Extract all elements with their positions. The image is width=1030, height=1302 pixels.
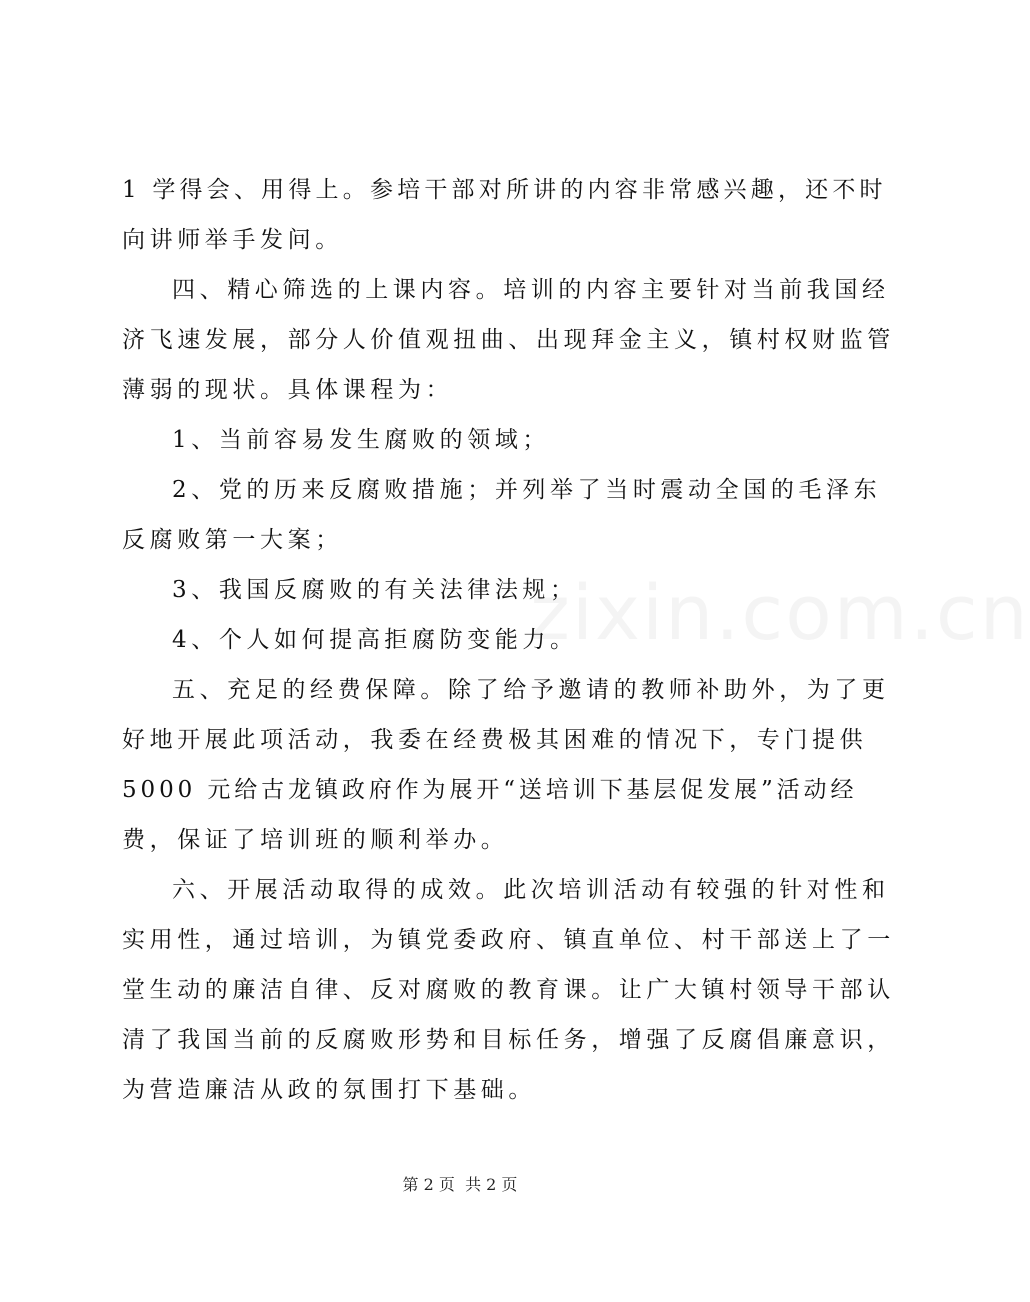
text-line: 六、开展活动取得的成效。此次培训活动有较强的针对性和 <box>172 877 890 903</box>
text-line: 反腐败第一大案； <box>122 527 343 553</box>
text-line: 1 学得会、用得上。参培干部对所讲的内容非常感兴趣，还不时 <box>122 177 887 203</box>
text-line: 四、精心筛选的上课内容。培训的内容主要针对当前我国经 <box>172 277 890 303</box>
text-line: 为营造廉洁从政的氛围打下基础。 <box>122 1077 536 1103</box>
page-footer: 第 2 页 共 2 页 <box>402 1175 518 1194</box>
watermark-text: zixin.com.cn <box>530 568 1030 657</box>
text-line: 1、当前容易发生腐败的领域； <box>172 427 551 453</box>
text-line: 实用性，通过培训，为镇党委政府、镇直单位、村干部送上了一 <box>122 927 895 953</box>
text-line: 五、充足的经费保障。除了给予邀请的教师补助外，为了更 <box>172 677 890 703</box>
text-line: 薄弱的现状。具体课程为： <box>122 377 454 403</box>
text-line: 堂生动的廉洁自律、反对腐败的教育课。让广大镇村领导干部认 <box>122 977 895 1003</box>
text-line: 5000 元给古龙镇政府作为展开“送培训下基层促发展”活动经 <box>122 777 858 803</box>
text-line: 2、党的历来反腐败措施；并列举了当时震动全国的毛泽东 <box>172 477 882 503</box>
text-line: 向讲师举手发问。 <box>122 227 343 253</box>
text-line: 济飞速发展，部分人价值观扭曲、出现拜金主义，镇村权财监管 <box>122 327 895 353</box>
text-line: 3、我国反腐败的有关法律法规； <box>172 577 578 603</box>
text-line: 清了我国当前的反腐败形势和目标任务，增强了反腐倡廉意识， <box>122 1027 895 1053</box>
text-line: 4、个人如何提高拒腐防变能力。 <box>172 627 578 653</box>
text-line: 费，保证了培训班的顺利举办。 <box>122 827 509 853</box>
text-line: 好地开展此项活动，我委在经费极其困难的情况下，专门提供 <box>122 727 868 753</box>
